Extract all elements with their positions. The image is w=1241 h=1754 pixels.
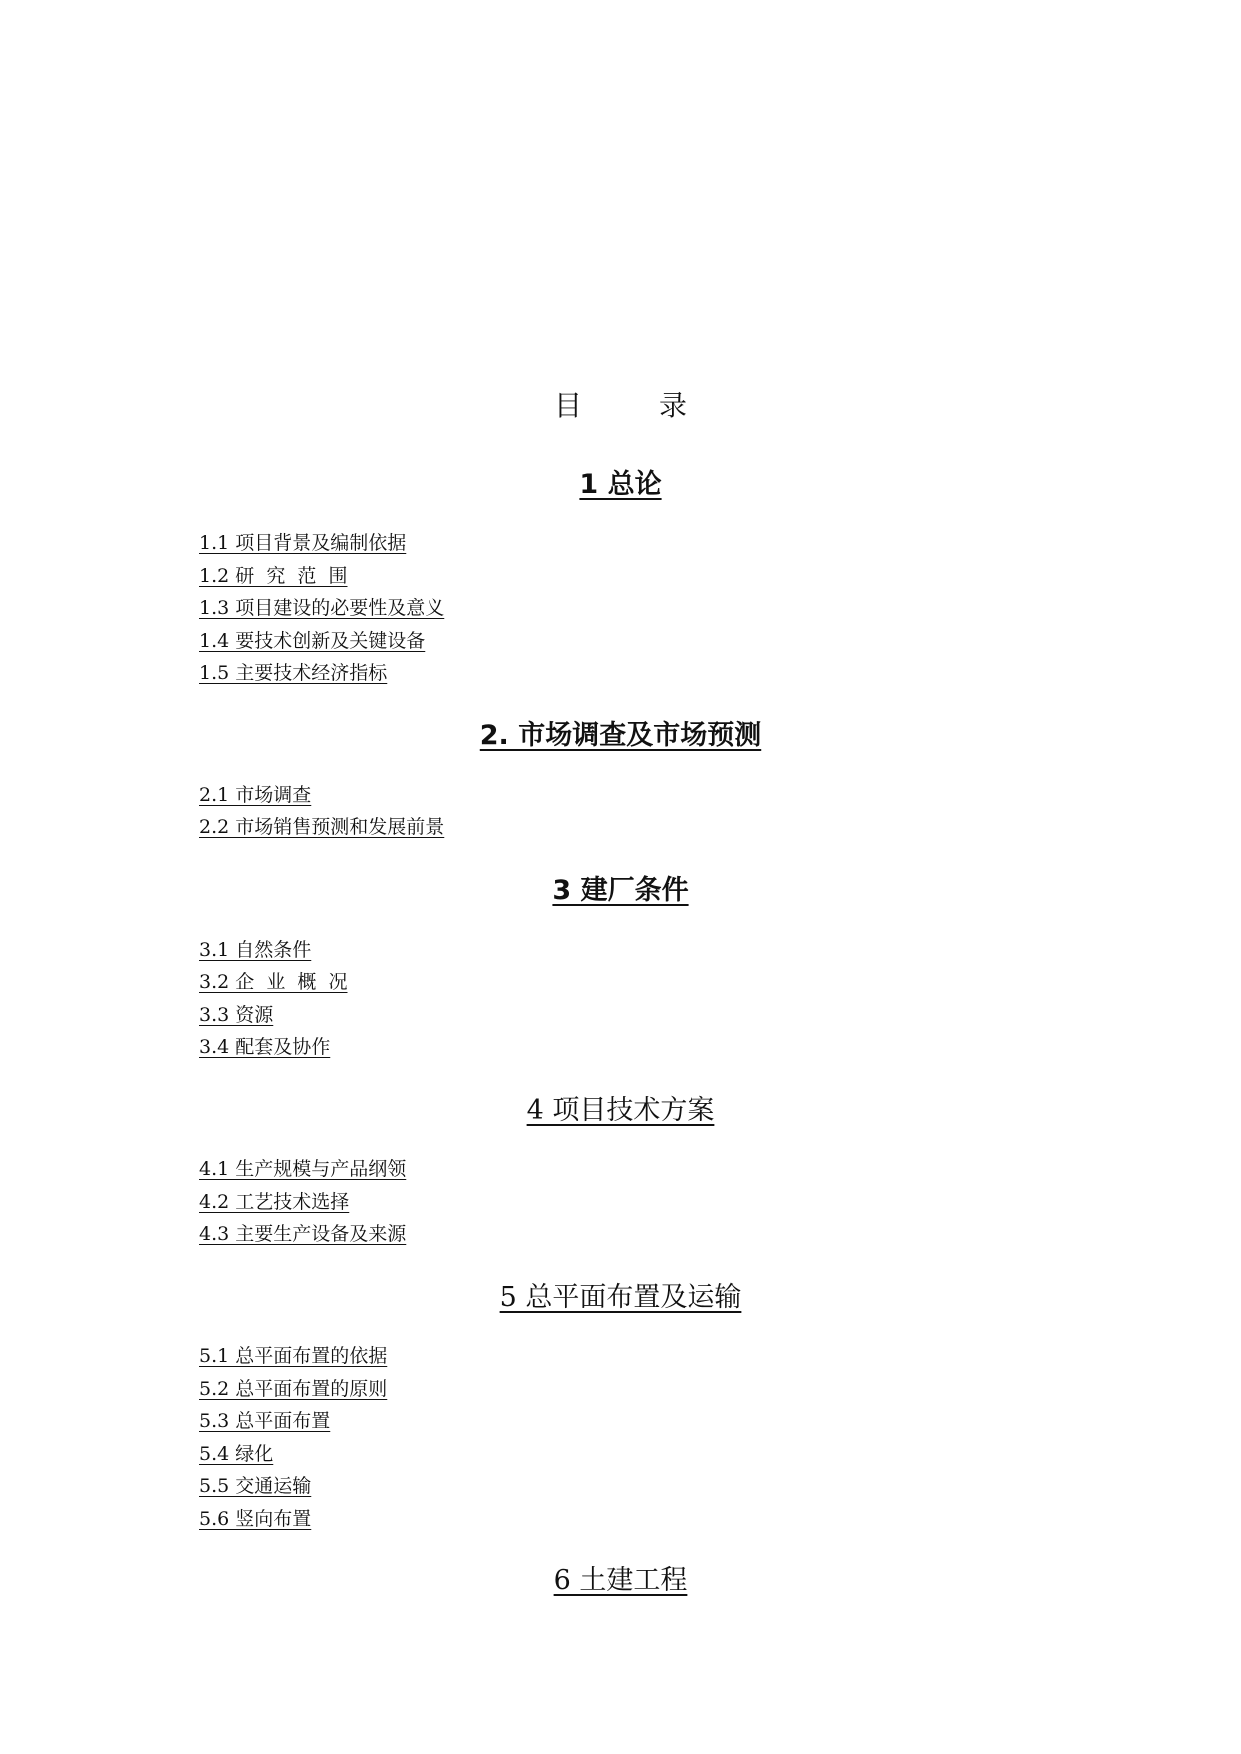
toc-link-5-5[interactable]: 5.5 交通运输 bbox=[199, 1475, 312, 1497]
toc-link-5-4[interactable]: 5.4 绿化 bbox=[199, 1443, 274, 1465]
toc-link-1-2[interactable]: 1.2 研 究 范 围 bbox=[199, 565, 348, 587]
toc-link-1-4[interactable]: 1.4 要技术创新及关键设备 bbox=[199, 630, 426, 652]
toc-link-4-3[interactable]: 4.3 主要生产设备及来源 bbox=[199, 1223, 407, 1245]
chapter-heading-5[interactable]: 5 总平面布置及运输 bbox=[499, 1282, 742, 1313]
toc-link-3-3[interactable]: 3.3 资源 bbox=[199, 1004, 274, 1026]
toc-link-3-4[interactable]: 3.4 配套及协作 bbox=[199, 1036, 331, 1058]
toc-link-3-1[interactable]: 3.1 自然条件 bbox=[199, 939, 312, 961]
chapter-heading-4[interactable]: 4 项目技术方案 bbox=[526, 1095, 715, 1126]
toc-link-2-2[interactable]: 2.2 市场销售预测和发展前景 bbox=[199, 816, 445, 838]
toc-link-1-5[interactable]: 1.5 主要技术经济指标 bbox=[199, 662, 388, 684]
toc-link-5-6[interactable]: 5.6 竖向布置 bbox=[199, 1508, 312, 1530]
toc-link-4-1[interactable]: 4.1 生产规模与产品纲领 bbox=[199, 1158, 407, 1180]
toc-link-5-3[interactable]: 5.3 总平面布置 bbox=[199, 1410, 331, 1432]
toc-link-1-3[interactable]: 1.3 项目建设的必要性及意义 bbox=[199, 597, 445, 619]
chapter-heading-2[interactable]: 2. 市场调查及市场预测 bbox=[479, 720, 762, 751]
chapter-heading-6[interactable]: 6 土建工程 bbox=[553, 1565, 688, 1596]
toc-title: 目 录 bbox=[554, 389, 721, 422]
chapter-heading-3[interactable]: 3 建厂条件 bbox=[552, 875, 689, 906]
toc-link-5-2[interactable]: 5.2 总平面布置的原则 bbox=[199, 1378, 388, 1400]
chapter-heading-1[interactable]: 1 总论 bbox=[579, 469, 662, 500]
toc-link-3-2[interactable]: 3.2 企 业 概 况 bbox=[199, 971, 348, 993]
toc-link-4-2[interactable]: 4.2 工艺技术选择 bbox=[199, 1191, 350, 1213]
toc-link-2-1[interactable]: 2.1 市场调查 bbox=[199, 784, 312, 806]
toc-link-5-1[interactable]: 5.1 总平面布置的依据 bbox=[199, 1345, 388, 1367]
toc-link-1-1[interactable]: 1.1 项目背景及编制依据 bbox=[199, 532, 407, 554]
